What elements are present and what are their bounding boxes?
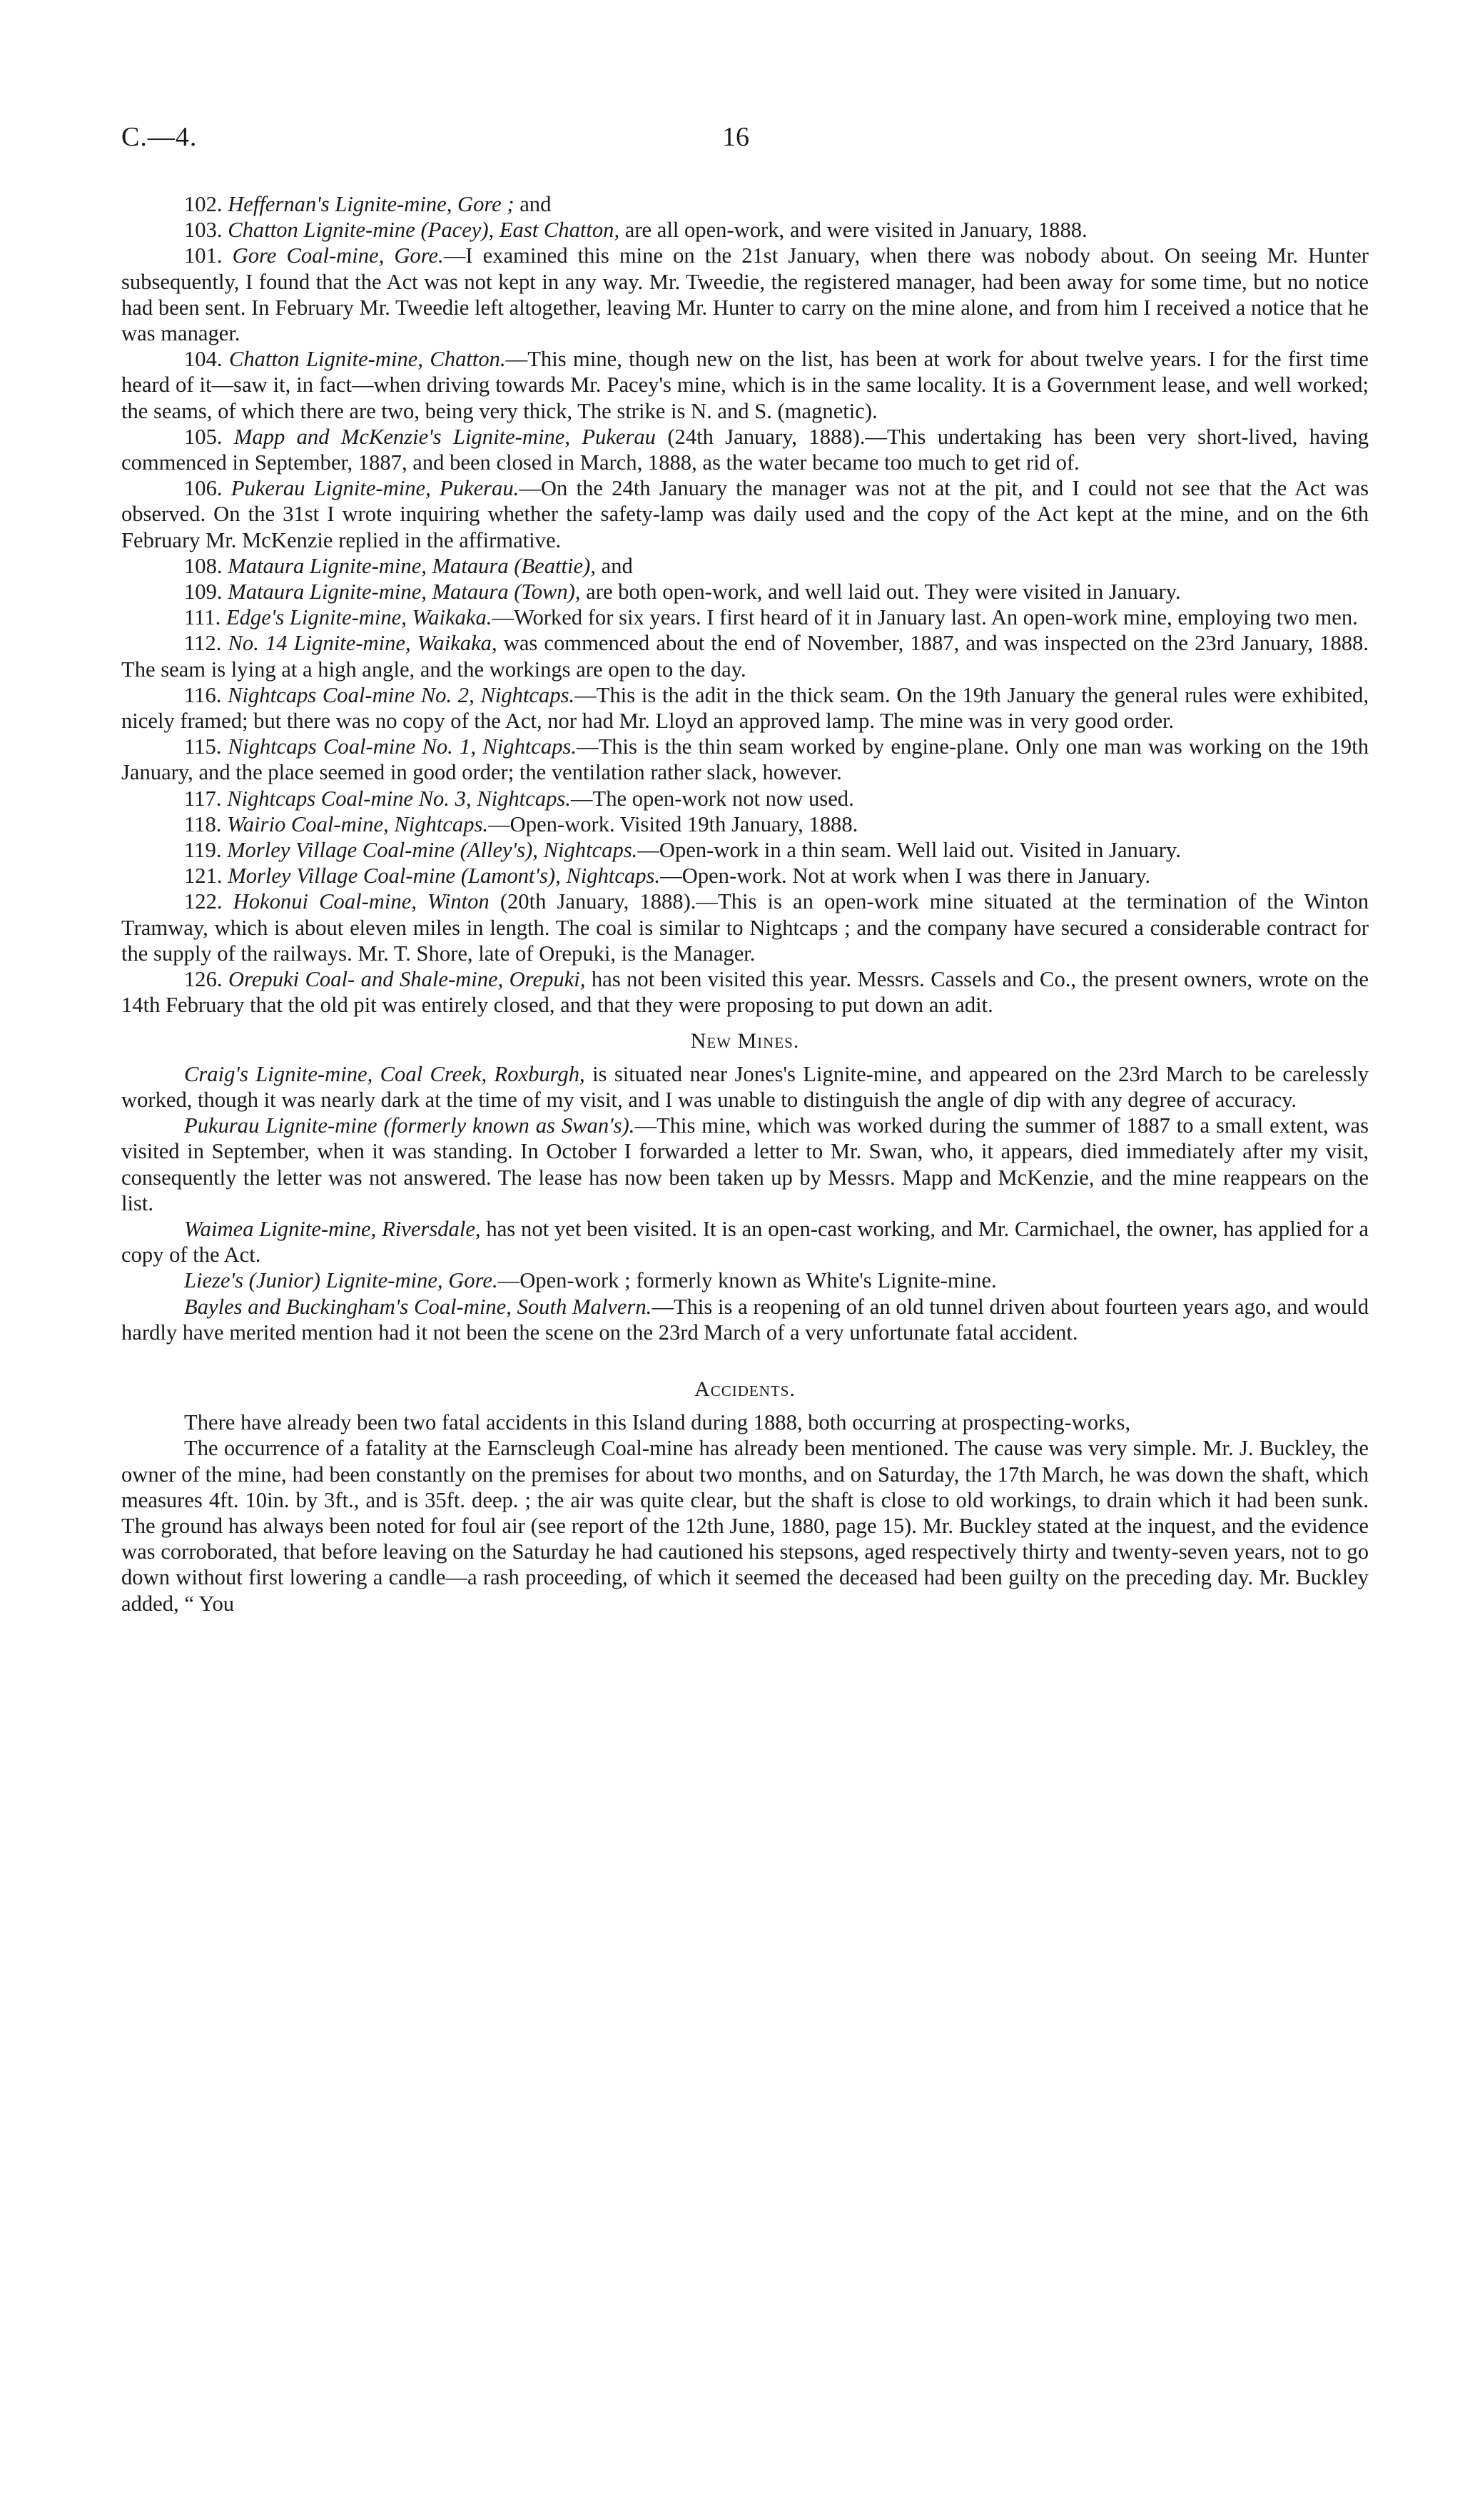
mine-paragraph	[121, 734, 1369, 785]
mine-paragraph	[121, 217, 1369, 243]
mine-paragraph	[121, 682, 1369, 734]
document-reference: C.—4.	[121, 122, 198, 152]
mine-title: Chatton Lignite-mine (Pacey), East Chatton,	[228, 218, 620, 243]
mine-title: Orepuki Coal- and Shale-mine, Orepuki,	[228, 967, 586, 992]
mine-title: Pukerau Lignite-mine, Pukerau.	[230, 476, 519, 501]
mine-title: Nightcaps Coal-mine No. 1, Nightcaps.	[228, 734, 577, 759]
mine-paragraph	[121, 1113, 1369, 1216]
paragraph-text: —Open-work. Visited 19th January, 1888.	[488, 811, 858, 836]
mine-paragraph	[121, 1061, 1369, 1113]
mine-title: Mataura Lignite-mine, Mataura (Beattie),	[228, 553, 596, 578]
mine-title: No. 14 Lignite-mine, Waikaka,	[228, 631, 497, 656]
paragraph-number: 103.	[184, 218, 223, 243]
mine-title: Hokonui Coal-mine, Winton	[233, 889, 490, 914]
paragraph-number: 126.	[184, 967, 223, 992]
paragraph-number: 108.	[184, 553, 223, 578]
paragraph-text: —On the 24th January the manager was not at the pit, and I could not see that the Act was observed. On the 31st I wrote inquiring whether the safety-lamp was daily used and the copy of the Act kept at the mine, and on the 6th February Mr. McKenzie replied in the affirmative.	[121, 476, 1369, 552]
mine-title: Bayles and Buckingham's Coal-mine, South Malvern.	[184, 1294, 652, 1319]
page-number: 16	[722, 122, 749, 152]
mine-title: Edge's Lignite-mine, Waikaka.	[225, 605, 492, 630]
page-body	[121, 191, 1369, 1616]
mine-paragraph	[121, 863, 1369, 889]
accident-paragraph: The occurrence of a fatality at the Earnscleugh Coal-mine has already been mentioned. The cause was very simple. Mr. J. Buckley, the owner of the mine, had been constantly on the premises for about two months, and on Saturday, the 17th March, he was down the shaft, which measures 4ft. 10in. by 3ft., and is 35ft. deep. ; the air was quite clear, but the shaft is close to old workings, to drain which it had been sunk. The ground has always been noted for foul air (see report of the 12th June, 1880, page 15). Mr. Buckley stated at the inquest, and the evidence was corroborated, that before leaving on the Saturday he had cautioned his stepsons, aged respectively thirty and twenty-seven years, not to go down without first lowering a candle—a rash proceeding, of which it seemed the deceased had been guilty on the preceding day. Mr. Buckley added, “ You	[121, 1436, 1369, 1616]
paragraph-number: 109.	[184, 580, 223, 604]
paragraph-text: (24th January, 1888).—This undertaking has been very short-lived, having commenced in September, 1887, and been closed in March, 1888, as the water became too much to get rid of.	[121, 424, 1369, 475]
paragraph-text: —Open-work. Not at work when I was there in January.	[660, 864, 1151, 889]
accident-paragraph: There have already been two fatal accidents in this Island during 1888, both occurring at prospecting-works,	[184, 1410, 1131, 1435]
paragraph-number: 111.	[184, 605, 221, 630]
mine-paragraph	[121, 553, 1369, 579]
mine-title: Craig's Lignite-mine, Coal Creek, Roxburgh,	[184, 1061, 585, 1086]
paragraph-text: —Open-work in a thin seam. Well laid out. Visited in January.	[637, 838, 1181, 863]
paragraph-number: 117.	[184, 786, 222, 811]
paragraph-text: —This mine, though new on the list, has been at work for about twelve years. I for the first time heard of it—saw it, in fact—when driving towards Mr. Pacey's mine, which is in the same locality. It is a Government lease, and well worked; the seams, of which there are two, being very thick, The strike is N. and S. (magnetic).	[121, 347, 1369, 423]
mine-paragraph	[121, 579, 1369, 604]
paragraph-text: —This mine, which was worked during the summer of 1887 to a small extent, was visited in September, when it was standing. In October I forwarded a letter to Mr. Swan, who, it appears, died immediately after my visit, consequently the letter was not answered. The lease has now been taken up by Messrs. Mapp and McKenzie, and the mine reappears on the list.	[121, 1113, 1369, 1215]
paragraph-text: —I examined this mine on the 21st January, when there was nobody about. On seeing Mr. Hunter subsequently, I found that the Act was not kept in any way. Mr. Tweedie, the registered manager, had been away for some time, but no notice had been sent. In February Mr. Tweedie left altogether, leaving Mr. Hunter to carry on the mine alone, and from him I received a notice that he was manager.	[121, 243, 1369, 346]
paragraph-text: has not yet been visited. It is an open-cast working, and Mr. Carmichael, the owner, has applied for a copy of the Act.	[121, 1216, 1369, 1267]
paragraph-text: (20th January, 1888).—This is an open-work mine situated at the termination of the Winton Tramway, which is about eleven miles in length. The coal is similar to Nightcaps ; and the company have secured a considerable contract for the supply of the railways. Mr. T. Shore, late of Orepuki, is the Manager.	[121, 889, 1369, 966]
paragraph-text: has not been visited this year. Messrs. Cassels and Co., the present owners, wrote on the 14th February that the old pit was entirely closed, and that they were proposing to put down an adit.	[121, 967, 1369, 1018]
mine-paragraph	[121, 1216, 1369, 1267]
mine-paragraph	[121, 1267, 1369, 1293]
mine-paragraph	[121, 786, 1369, 811]
paragraph-number: 115.	[184, 734, 222, 759]
paragraph-text: —This is a reopening of an old tunnel driven about fourteen years ago, and would hardly have merited mention had it not been the scene on the 23rd March of a very unfortunate fatal accident.	[121, 1294, 1369, 1345]
mine-title: Heffernan's Lignite-mine, Gore ;	[228, 192, 515, 216]
mine-paragraph	[121, 630, 1369, 682]
paragraph-text: —This is the adit in the thick seam. On the 19th January the general rules were exhibited, nicely framed; but there was no copy of the Act, nor had Mr. Lloyd an approved lamp. The mine was in very good order.	[121, 682, 1369, 734]
paragraph-text: was commenced about the end of November, 1887, and was inspected on the 23rd January, 1888. The seam is lying at a high angle, and the workings are open to the day.	[121, 631, 1369, 682]
paragraph-number: 121.	[184, 864, 223, 889]
mine-title: Chatton Lignite-mine, Chatton.	[228, 347, 506, 372]
paragraph-number: 122.	[184, 889, 223, 914]
mine-title: Mataura Lignite-mine, Mataura (Town),	[228, 580, 581, 604]
mine-paragraph	[121, 346, 1369, 424]
mines-list	[121, 191, 1369, 1018]
paragraph-number: 104.	[184, 347, 223, 372]
mine-title: Gore Coal-mine, Gore.	[232, 243, 444, 268]
mine-title: Nightcaps Coal-mine No. 3, Nightcaps.	[227, 786, 571, 811]
paragraph-number: 116.	[184, 682, 222, 707]
paragraph-text: are both open-work, and well laid out. They were visited in January.	[580, 580, 1181, 604]
paragraph-text: and	[514, 192, 552, 216]
paragraph-number: 119.	[184, 838, 222, 863]
paragraph-text: —This is the thin seam worked by engine-plane. Only one man was working on the 19th January, and the place seemed in good order; the ventilation rather slack, however.	[121, 734, 1369, 785]
mine-title: Morley Village Coal-mine (Alley's), Nightcaps.	[227, 838, 638, 863]
paragraph-number: 101.	[184, 243, 223, 268]
mine-paragraph	[121, 837, 1369, 863]
paragraph-number: 102.	[184, 192, 223, 216]
page-header	[121, 121, 1475, 164]
paragraph-text: are all open-work, and were visited in January, 1888.	[619, 218, 1088, 243]
paragraph-text: —The open-work not now used.	[570, 786, 854, 811]
mine-title: Lieze's (Junior) Lignite-mine, Gore.	[184, 1268, 498, 1293]
paragraph-number: 118.	[184, 811, 222, 836]
paragraph-text: —Worked for six years. I first heard of it in January last. An open-work mine, employing two men.	[492, 605, 1358, 630]
paragraph-number: 112.	[184, 631, 222, 656]
mine-paragraph	[121, 966, 1369, 1018]
mine-paragraph	[121, 424, 1369, 475]
mine-paragraph	[121, 604, 1369, 630]
mine-paragraph	[121, 889, 1369, 966]
mine-paragraph	[121, 1294, 1369, 1345]
paragraph-text: —Open-work ; formerly known as White's Lignite-mine.	[497, 1268, 997, 1293]
accidents-heading: Accidents.	[694, 1377, 796, 1401]
new-mines-heading: New Mines.	[690, 1028, 800, 1053]
paragraph-text: and	[595, 553, 633, 578]
accidents-list	[121, 1410, 1369, 1616]
mine-paragraph	[121, 191, 1369, 217]
mine-paragraph	[121, 475, 1369, 553]
paragraph-number: 105.	[184, 424, 223, 449]
new-mines-list	[121, 1061, 1369, 1345]
paragraph-number: 106.	[184, 476, 223, 501]
paragraph-text: is situated near Jones's Lignite-mine, and appeared on the 23rd March to be carelessly worked, though it was nearly dark at the time of my visit, and I was unable to distinguish the angle of dip with any degree of accuracy.	[121, 1061, 1369, 1112]
mine-title: Pukurau Lignite-mine (formerly known as Swan's).	[184, 1113, 635, 1138]
mine-title: Morley Village Coal-mine (Lamont's), Nightcaps.	[228, 864, 661, 889]
mine-title: Mapp and McKenzie's Lignite-mine, Pukerau	[233, 424, 656, 449]
mine-title: Nightcaps Coal-mine No. 2, Nightcaps.	[228, 682, 575, 707]
mine-title: Waimea Lignite-mine, Riversdale,	[184, 1216, 481, 1241]
mine-paragraph	[121, 811, 1369, 837]
mine-paragraph	[121, 243, 1369, 346]
mine-title: Wairio Coal-mine, Nightcaps.	[227, 811, 489, 836]
